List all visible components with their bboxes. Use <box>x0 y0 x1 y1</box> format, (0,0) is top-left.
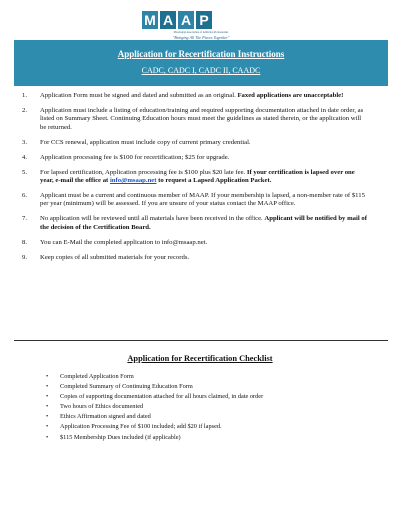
instruction-text: Applicant must be a current and continuous member of MAAP. If your membership is lapsed, a non-member rate of $115 per year (minimum) will be assessed. If you are unsure of your status contact the MAAP office. <box>40 192 365 208</box>
checklist-item-label: Completed Summary of Continuing Education Form <box>60 383 193 391</box>
checklist <box>46 373 376 444</box>
instruction-text: For lapsed certification, Application processing fee is $100 plus $20 late fee. <box>40 168 247 176</box>
instructions-banner <box>14 40 388 86</box>
instruction-emphasis: Applicant will be notified by mail of the decision of the Certification Board. <box>40 215 367 231</box>
instruction-number: 9. <box>22 253 28 261</box>
instruction-emphasis: to request a Lapsed Application Packet. <box>156 176 272 184</box>
instruction-text: Application Form must be signed and dated and submitted as an original. <box>40 92 238 99</box>
bullet-icon: • <box>46 423 49 431</box>
instruction-item <box>22 239 367 247</box>
instruction-item <box>22 154 367 162</box>
instruction-item <box>22 107 367 132</box>
logo-org-name: Mississippi Association of Addiction Professionals <box>173 31 229 34</box>
instruction-emphasis: Faxed applications are unacceptable! <box>237 92 344 99</box>
instruction-number: 8. <box>22 238 28 246</box>
checklist-item <box>46 403 376 410</box>
bullet-icon: • <box>46 373 49 380</box>
instructions-list <box>22 92 367 269</box>
bullet-icon: • <box>46 433 49 441</box>
instruction-number: 7. <box>22 215 28 223</box>
bullet-icon: • <box>46 403 49 411</box>
bullet-icon: • <box>46 393 49 401</box>
instruction-number: 1. <box>22 92 28 99</box>
logo-letter: A <box>160 11 176 29</box>
checklist-item <box>46 434 376 441</box>
instruction-text: Keep copies of all submitted materials for your records. <box>40 253 190 261</box>
logo-letters <box>142 11 212 31</box>
instruction-item <box>22 254 367 262</box>
logo-letter: A <box>178 11 194 29</box>
checklist-item <box>46 423 376 430</box>
instruction-item <box>22 192 367 208</box>
instruction-text: Application must include a listing of education/training and required supporting documentation attached in date order, as listed on Summary Sheet. Continuing Education hours must meet the guidelines as stated therein, or the application will be returned. <box>40 107 364 131</box>
checklist-item-label: Application Processing Fee of $100 included; add $20 if lapsed. <box>60 423 222 431</box>
checklist-item-label: $115 Membership Dues included (if applicable) <box>60 433 181 441</box>
checklist-item-label: Two hours of Ethics documented <box>60 403 144 411</box>
checklist-item-label: Copies of supporting documentation attached for all hours claimed, in date order <box>60 393 264 401</box>
checklist-item <box>46 393 376 400</box>
instruction-text: Application processing fee is $100 for recertification; $25 for upgrade. <box>40 153 230 161</box>
bullet-icon: • <box>46 413 49 421</box>
credential-list: CADC, CADC I, CADC II, CAADC <box>141 66 261 75</box>
logo-letter: M <box>142 11 158 29</box>
logo-slogan: "Bringing All The Pieces Together" <box>172 35 230 40</box>
checklist-item <box>46 413 376 420</box>
instruction-text: No application will be reviewed until all materials have been received in the office. <box>40 215 265 223</box>
instruction-item <box>22 215 367 231</box>
checklist-item-label: Completed Application Form <box>60 373 134 380</box>
logo-letter: P <box>196 11 212 29</box>
checklist-item <box>46 383 376 390</box>
bullet-icon: • <box>46 383 49 391</box>
instruction-number: 4. <box>22 153 28 161</box>
instruction-item <box>22 92 367 100</box>
instruction-emphasis: If your certification is lapsed over one year, e-mail the office at <box>40 168 355 184</box>
instruction-text: You can E-Mail the completed application to info@msaap.net. <box>40 238 208 246</box>
instruction-item <box>22 139 367 147</box>
section-divider <box>14 340 388 341</box>
instruction-number: 6. <box>22 192 28 200</box>
page-title: Application for Recertification Instructions <box>117 49 285 59</box>
email-link[interactable]: info@msaap.net <box>109 176 157 184</box>
checklist-item <box>46 373 376 380</box>
checklist-item-label: Ethics Affirmation signed and dated <box>60 413 151 421</box>
instruction-item <box>22 169 367 185</box>
maap-logo <box>142 11 260 41</box>
instruction-number: 3. <box>22 138 28 146</box>
checklist-title: Application for Recertification Checklist <box>127 354 273 363</box>
instruction-number: 2. <box>22 107 28 115</box>
instruction-text: For CCS renewal, application must include copy of current primary credential. <box>40 138 251 146</box>
instruction-number: 5. <box>22 168 28 176</box>
